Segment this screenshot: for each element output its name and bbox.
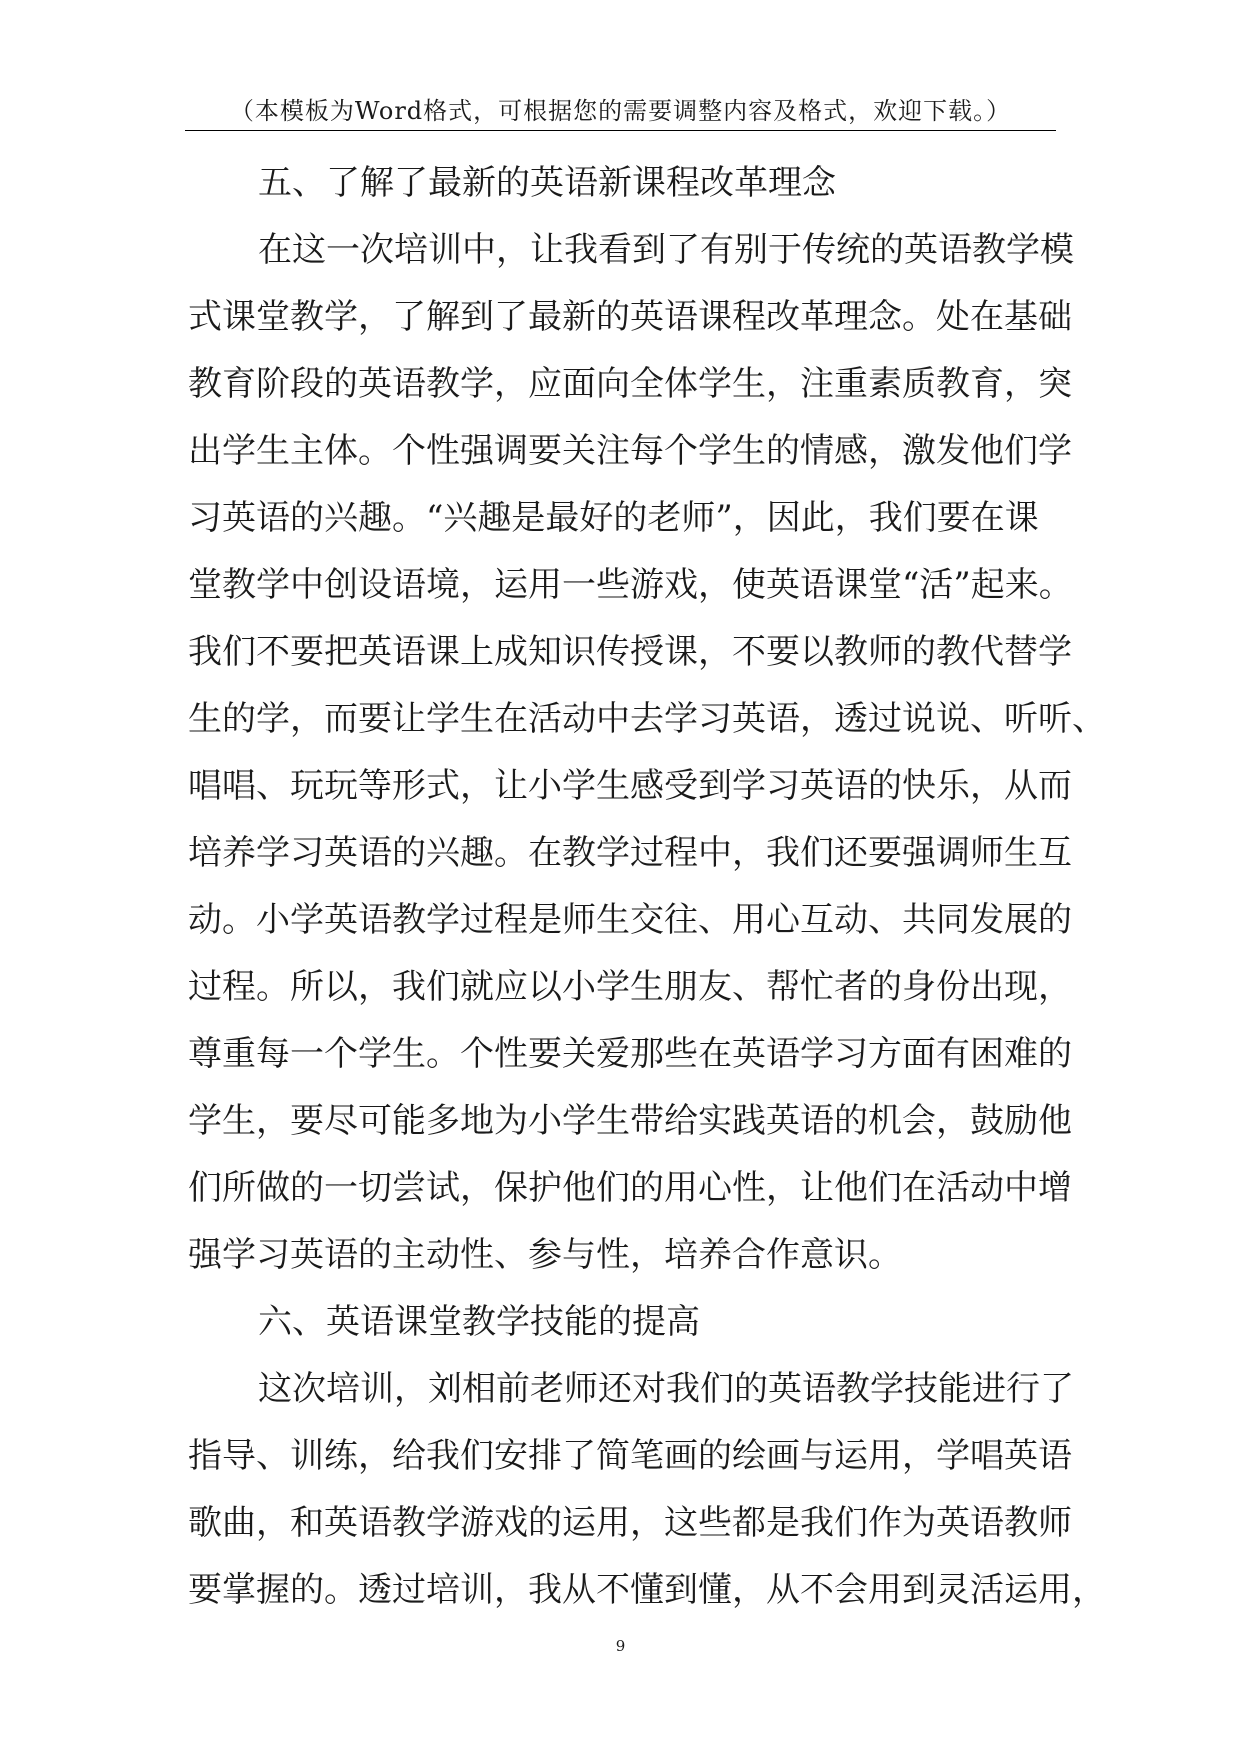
paragraph-line: 唱唱、玩玩等形式，让小学生感受到学习英语的快乐，从而 (188, 766, 1072, 806)
paragraph-line: 歌曲，和英语教学游戏的运用，这些都是我们作为英语教师 (188, 1503, 1072, 1543)
paragraph-line: 尊重每一个学生。个性要关爱那些在英语学习方面有困难的 (188, 1034, 1072, 1074)
paragraph-line: 强学习英语的主动性、参与性，培养合作意识。 (188, 1235, 902, 1275)
paragraph-line: 式课堂教学，了解到了最新的英语课程改革理念。处在基础 (188, 297, 1072, 337)
paragraph-line: 我们不要把英语课上成知识传授课，不要以教师的教代替学 (188, 632, 1072, 672)
paragraph-line: 堂教学中创设语境，运用一些游戏，使英语课堂“活”起来。 (188, 565, 1073, 605)
page-number: 9 (615, 1637, 626, 1655)
paragraph-line: 习英语的兴趣。“兴趣是最好的老师”，因此，我们要在课 (188, 498, 1039, 538)
paragraph-line: 教育阶段的英语教学，应面向全体学生，注重素质教育，突 (188, 364, 1072, 404)
document-body (188, 150, 1106, 1624)
header-divider (185, 130, 1056, 131)
paragraph-line: 在这一次培训中，让我看到了有别于传统的英语教学模 (258, 230, 1074, 270)
paragraph-line: 出学生主体。个性强调要关注每个学生的情感，激发他们学 (188, 431, 1072, 471)
paragraph-line: 过程。所以，我们就应以小学生朋友、帮忙者的身份出现， (188, 967, 1072, 1007)
paragraph-line: 生的学，而要让学生在活动中去学习英语，透过说说、听听、 (188, 699, 1106, 739)
section-heading: 六、英语课堂教学技能的提高 (258, 1302, 700, 1342)
paragraph-line: 指导、训练，给我们安排了简笔画的绘画与运用，学唱英语 (188, 1436, 1072, 1476)
template-note: （本模板为Word格式，可根据您的需要调整内容及格式，欢迎下载。） (229, 97, 1012, 125)
paragraph-line: 要掌握的。透过培训，我从不懂到懂，从不会用到灵活运用， (188, 1570, 1106, 1610)
paragraph-line: 这次培训，刘相前老师还对我们的英语教学技能进行了 (258, 1369, 1074, 1409)
paragraph-line: 动。小学英语教学过程是师生交往、用心互动、共同发展的 (188, 900, 1072, 940)
paragraph-line: 学生，要尽可能多地为小学生带给实践英语的机会，鼓励他 (188, 1101, 1072, 1141)
paragraph-line: 们所做的一切尝试，保护他们的用心性，让他们在活动中增 (188, 1168, 1072, 1208)
paragraph-line: 培养学习英语的兴趣。在教学过程中，我们还要强调师生互 (188, 833, 1072, 873)
section-heading: 五、了解了最新的英语新课程改革理念 (258, 163, 836, 203)
